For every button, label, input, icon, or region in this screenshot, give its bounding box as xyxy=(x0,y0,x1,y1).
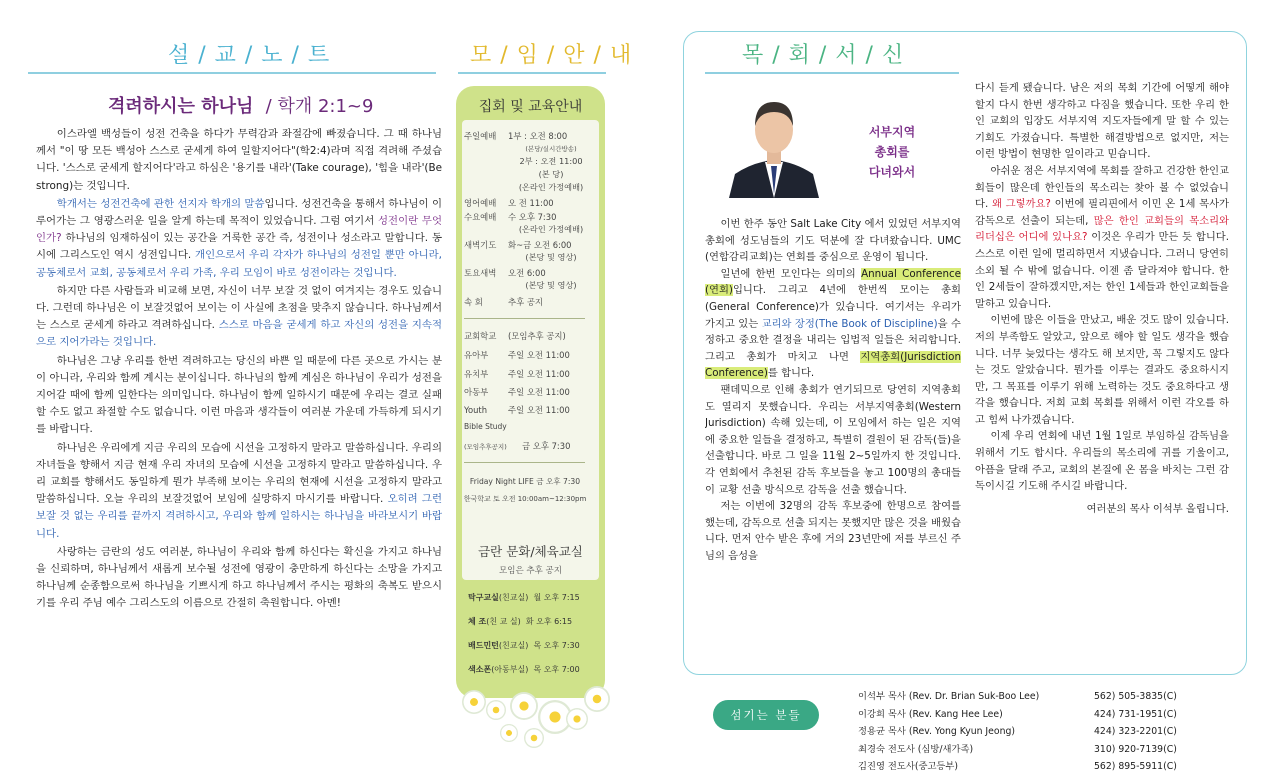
service-name: 속 회 xyxy=(464,297,483,307)
service-row xyxy=(464,197,594,209)
sermon-scripture-reference: / 학개 2:1~9 xyxy=(265,96,374,117)
sermon-text: 하나님의 임재하심이 있는 공간을 거룩한 공간 즉, 성전이나 성소라고 말합니다. 동시에 그리스도인 역시 성전입니다. xyxy=(36,232,442,262)
staff-row xyxy=(858,758,1238,776)
letter-question: 많은 한인 교회들의 목소리와 리더십은 어디에 있나요? xyxy=(975,214,1229,244)
education-row xyxy=(464,330,594,342)
sermon-text: 하지만 다른 사람들과 비교해 보면, 자신이 너무 보잘 것 없이 여겨지는 경우도 있습니다. 그런데 하나님은 이 보잘것없어 보이는 이 사실에 초점을 맞추지 않습니다. 하나님께서는 스스로 굳세게 하라고 격려하십니다. xyxy=(36,284,442,332)
caption-line: 총회를 xyxy=(874,145,910,159)
letter-signature: 여러분의 목사 이석부 올립니다. xyxy=(1086,502,1229,515)
letter-column-left xyxy=(705,216,961,671)
service-time: 오전 6:00 xyxy=(508,268,546,278)
education-name: 아동부 xyxy=(464,387,489,397)
staff-phone: 310) 920-7139(C) xyxy=(1094,743,1177,755)
flower-icon xyxy=(462,690,486,714)
service-time: 2부 : 오전 11:00 xyxy=(519,156,583,166)
staff-phone: 562) 895-5911(C) xyxy=(1094,761,1177,773)
staff-name: 정용균 목사 (Rev. Yong Kyun Jeong) xyxy=(858,726,1016,738)
service-time: 1부 : 오전 8:00 xyxy=(508,131,568,141)
education-time: 금 오후 7:30 xyxy=(522,441,571,451)
flower-icon xyxy=(524,728,544,748)
sermon-body xyxy=(36,126,442,726)
sermon-paragraph xyxy=(36,196,442,282)
sermon-text: 입니다. 성전건축을 통해서 하나님이 이루어가는 그 영광스러운 일을 알게 하는데 목적이 있었습니다. 그럼 여기서 xyxy=(36,197,442,228)
culture-class-row xyxy=(468,592,598,603)
letter-emphasis: 교리와 장정(The Book of Discipline) xyxy=(761,317,938,330)
staff-phone: 424) 323-2201(C) xyxy=(1094,726,1177,738)
staff-row xyxy=(858,688,1238,706)
caption-line: 서부지역 xyxy=(868,125,916,139)
service-row xyxy=(464,211,594,223)
culture-class-row xyxy=(468,616,598,627)
letter-paragraph: 팬데믹으로 인해 총회가 연기되므로 당연히 지역총회도 열리지 못했습니다. 우리는 서부지역총회(Western Jurisdiction) 속해 있는데, 이 모임에서 하는 일은 지역에 중요한 일들을 결정하고, 특별히 결원이 된 감독(들)을 선출합니다. 바로 그 일을 11월 2~5일까지 한 것입니다. 각 연회에서 추천된 감독 후보들을 놓고 100명의 총대들이 교황 선출 방식으로 감독을 선출 했습니다. xyxy=(705,383,961,496)
service-time: 화~금 오전 6:00 xyxy=(508,240,572,250)
class-place: (친교실) xyxy=(498,641,529,650)
education-name: (모임추후공지) xyxy=(464,443,507,451)
service-note: (본당 및 영상) xyxy=(525,280,577,290)
class-name: 탁구교실 xyxy=(468,593,499,602)
letter-text: 를 합니다. xyxy=(767,367,815,380)
pastor-photo xyxy=(705,90,843,198)
staff-phone: 562) 505-3835(C) xyxy=(1094,691,1177,702)
culture-class-row xyxy=(468,640,598,651)
guide-panel-heading: 집회 및 교육안내 xyxy=(478,99,583,115)
service-note: (온라인 가정예배) xyxy=(518,182,584,192)
pastor-portrait-icon xyxy=(705,90,843,198)
letter-text: 이번에 필리핀에서 이민 온 1세 목사가 감독으로 선출이 되는데, xyxy=(975,198,1229,227)
service-note: (온라인 가정예배) xyxy=(518,224,584,234)
service-row xyxy=(464,267,594,279)
staff-list xyxy=(858,688,1238,776)
flower-icon xyxy=(486,700,506,720)
service-row xyxy=(464,239,594,251)
service-time: 수 오후 7:30 xyxy=(508,212,557,222)
guide-heading-rule xyxy=(458,72,606,74)
letter-heading-rule xyxy=(705,72,959,74)
culture-class-row xyxy=(468,664,598,675)
letter-text: 이것은 우리가 만든 듯 합니다. 스스로 이런 일에 멀리하면서 지냈습니다. 그러니 당연히 소외 될 수 밖에 없습니다. 이젠 좀 달라져야 합니다. 한인 2세들이 잘하겠지만,저는 한인 1세들과 한인교회들을 말하고 있습니다. xyxy=(975,231,1229,310)
staff-name: 이석부 목사 (Rev. Dr. Brian Suk-Boo Lee) xyxy=(858,691,1040,702)
letter-question: 왜 그렇까요? xyxy=(991,198,1051,211)
sermon-paragraph xyxy=(36,283,442,352)
pastor-letter-heading: 목 / 회 / 서 / 신 xyxy=(742,43,905,68)
sermon-title-block xyxy=(108,92,408,118)
education-name: Bible Study xyxy=(464,422,507,431)
letter-text: 일년에 한번 모인다는 의미의 xyxy=(720,267,862,280)
sermon-paragraph: 하나님은 그냥 우리를 한번 격려하고는 당신의 바쁜 일 때문에 다른 곳으로 가시는 분이 아니라, 우리와 함께 계시는 분이십니다. 하나님의 함께 계심은 하나님이 우리가 성전을 지어갈 때에 함께 일한다는 의미입니다. 하나님이 함께 일하시기 때문에 우리는 결코 실패할 수도 없고 좌절할 수도 없습니다. 이런 마음과 생각들이 여러분 가운데 가득하게 되시기를 바랍니다. xyxy=(36,354,442,436)
sermon-heading-rule xyxy=(28,72,436,74)
sermon-paragraph xyxy=(36,440,442,543)
letter-paragraph: 이제 우리 연회에 내년 1월 1일로 부임하실 감독님을 위해서 기도 합시다. 우리들의 목소리에 귀를 기울이고, 아픔을 달래 주고, 교회의 본질에 온 몸을 바치는 그런 감독이시길 기도해 주시길 바랍니다. xyxy=(975,430,1229,493)
staff-name: 이강희 목사 (Rev. Kang Hee Lee) xyxy=(858,708,1003,720)
class-time: 월 오후 7:15 xyxy=(533,593,580,602)
service-name: 토요새벽 xyxy=(464,268,497,278)
education-time: 주일 오전 11:00 xyxy=(508,387,570,397)
sermon-question: 성전이란 무엇인가? xyxy=(36,215,442,245)
flower-icon xyxy=(510,692,538,720)
letter-text: 입니다. 그리고 4년에 한번씩 모이는 총회 (General Conference)가 있습니다. 여기서는 우리가 가지고 있는 xyxy=(705,284,961,330)
education-row xyxy=(464,404,594,416)
class-place: (친교실) xyxy=(498,593,529,602)
letter-paragraph: 이번 한주 동안 Salt Lake City 에서 있었던 서부지역총회에 성도님들의 기도 덕분에 잘 다녀왔습니다. UMC (연합감리교회)는 연회를 중심으로 운영이 됩니다. xyxy=(705,218,961,264)
staff-row xyxy=(858,741,1238,759)
staff-phone: 424) 731-1951(C) xyxy=(1094,708,1177,720)
letter-highlight: 지역총회(Jurisdiction Conference) xyxy=(705,350,961,380)
letter-paragraph xyxy=(975,163,1229,312)
friday-night-life: Friday Night LIFE 금 오후 7:30 xyxy=(469,477,581,486)
service-note: (본당 및 영상) xyxy=(525,252,577,262)
sermon-paragraph: 이스라엘 백성들이 성전 건축을 하다가 무력감과 좌절감에 빠졌습니다. 그 때 하나님께서 "이 땅 모든 백성아 스스로 굳세게 하여 일할지어다"(학2:4)라며 직접 격려해 주셨습니다. '스스로 굳세게 할지어다'라고 하심은 '용기를 내라'(Take courage), '힘을 내라'(Be strong)는 것입니다. xyxy=(36,128,442,192)
sermon-note-heading: 설 / 교 / 노 / 트 xyxy=(168,43,331,68)
letter-paragraph: 이번에 많은 이들을 만났고, 배운 것도 많이 있습니다. 저의 부족함도 알았고, 앞으로 해야 할 일도 생각을 했습니다. 너무 늦었다는 생각도 해 보지만, 꼭 그렇지도 않다는 것도 알았습니다. 뭔가를 이루는 결과도 중요하시지만, 그 목표를 이루기 위해 노력하는 것도 중요하다고 생각을 했습니다. 저희 교회 목회를 위해서 이런 각오를 하고 힘써 나가겠습니다. xyxy=(975,314,1229,426)
flower-icon xyxy=(500,724,518,742)
education-row xyxy=(464,386,594,398)
class-name: 배드민턴 xyxy=(468,641,499,650)
letter-paragraph: 다시 듣게 됐습니다. 남은 저의 목회 기간에 어떻게 해야 할지 다시 한번 생각하고 다짐을 했습니다. 또한 우리 한인 교회의 입장도 서부지역 지도자들에게 말 할 수 있는 기회도 가졌습니다. 특별한 해결방법으로 없지만, 저는 이런 방법이 현명한 일이라고 믿습니다. xyxy=(975,82,1229,161)
class-time: 목 오후 7:30 xyxy=(533,641,580,650)
staff-name: 최경숙 전도사 (심방/새가족) xyxy=(858,743,974,755)
service-time: 오 전 11:00 xyxy=(508,198,554,208)
service-row xyxy=(464,296,594,308)
service-time: 추후 공지 xyxy=(508,297,544,307)
education-name: Youth xyxy=(464,405,488,415)
education-time: 주일 오전 11:00 xyxy=(508,350,570,360)
culture-class-heading: 금란 문화/체육교실 xyxy=(478,544,583,559)
letter-paragraph: 저는 이번에 32명의 감독 후보중에 한명으로 참여를 했는데, 감독으로 선출 되지는 못했지만 많은 것을 배웠습니다. 먼저 안수 받은 후에 거의 23년만에 저를 부르신 주님의 음성을 xyxy=(705,500,961,562)
service-row xyxy=(464,130,594,142)
letter-paragraph xyxy=(705,266,961,382)
education-time: (모임추후 공지) xyxy=(508,331,566,341)
service-name: 수요예배 xyxy=(464,212,497,222)
sermon-paragraph: 사랑하는 금란의 성도 여러분, 하나님이 우리와 함께 하신다는 확신을 가지고 하나님을 신뢰하며, 하나님께서 새롭게 보수될 성전에 영광이 충만하게 하신다는 소망을 가지고 하나님께 순종함으로써 하나님을 기쁘시게 하고 하나님께서 주시는 평화의 축복도 받으시기를 우리 주님 예수 그리스도의 이름으로 간절히 축원합니다. 아멘! xyxy=(36,545,442,610)
education-time: 주일 오전 11:00 xyxy=(508,369,570,379)
class-place: (아동부실) xyxy=(491,665,529,674)
class-name: 색소폰 xyxy=(468,665,492,674)
korean-school: 한국학교 토 오전 10:00am~12:30pm xyxy=(463,495,587,503)
meeting-guide-panel xyxy=(456,86,605,698)
staff-name: 김진영 전도사(중고등부) xyxy=(858,761,959,773)
sermon-emphasis: 오히려 그런 보잘 것 없는 우리를 끝까지 격려하시고, 우리와 함께 일하시는 하나님을 바라보시기 바랍니다. xyxy=(36,493,442,540)
sermon-emphasis: 스스로 마음을 굳세게 하고 자신의 성전을 지속적으로 지어가라는 것입니다. xyxy=(36,319,442,349)
education-name: 유아부 xyxy=(464,350,489,360)
education-row xyxy=(464,368,594,380)
flower-icon xyxy=(566,708,588,730)
guide-divider xyxy=(464,318,585,319)
education-time: 주일 오전 11:00 xyxy=(508,405,570,415)
letter-text: 아쉬운 점은 서부지역에 목회를 잘하고 건강한 한인교회들이 많은데 한인들의 목소리는 찾아 볼 수 없었습니다. xyxy=(975,164,1229,211)
class-time: 목 오후 7:00 xyxy=(533,665,580,674)
sermon-text: 하나님은 우리에게 지금 우리의 모습에 시선을 고정하지 말라고 말씀하십니다. 우리의 자녀들을 향해서 지금 현재 우리 자녀의 모습에 시선을 고정하지 말라고 말씀하십니다. 우리 교회를 향해서도 동일하게 뭔가 부족해 보이는 우리의 현재에 시선을 고정하지 말라고 말씀하십니다. 오늘 우리의 보잘것없어 보임에 실망하지 마시기를 바랍니다. xyxy=(36,441,442,506)
class-time: 화 오후 6:15 xyxy=(525,617,573,626)
staff-row xyxy=(858,706,1238,724)
education-name: 교회학교 xyxy=(464,331,497,341)
education-name: 유치부 xyxy=(464,369,489,379)
service-name: 주일예배 xyxy=(464,131,497,141)
service-name: 새벽기도 xyxy=(464,240,497,250)
flower-icon xyxy=(584,686,610,712)
serving-staff-button[interactable]: 섬기는 분들 xyxy=(713,700,819,730)
education-row xyxy=(464,440,594,452)
guide-divider xyxy=(464,462,585,463)
education-row xyxy=(464,422,594,431)
photo-caption xyxy=(847,122,937,182)
staff-row xyxy=(858,723,1238,741)
sermon-title: 격려하시는 하나님 xyxy=(108,96,254,117)
caption-line: 다녀와서 xyxy=(868,165,916,179)
sermon-emphasis: 개인으로서 우리 각자가 하나님의 성전일 뿐만 아니라, 공동체로서 교회, 공동체로서 우리 가족, 우리 모임이 바로 성전이라는 것입니다. xyxy=(36,249,442,279)
class-place: (친 교 실) xyxy=(486,617,521,626)
service-name: 영어예배 xyxy=(464,198,497,208)
culture-class-note: 모임은 추후 공지 xyxy=(499,566,562,576)
service-note: (본 당) xyxy=(538,169,564,179)
meeting-guide-heading: 모 / 임 / 안 / 내 xyxy=(470,43,633,68)
education-row xyxy=(464,349,594,361)
letter-column-right xyxy=(975,80,1229,625)
letter-highlight: Annual Conference (연회) xyxy=(705,267,961,297)
class-name: 체 조 xyxy=(468,617,487,626)
service-note: (본당/실시간방송) xyxy=(525,145,577,153)
sermon-emphasis: 학개서는 성전건축에 관한 선지자 학개의 말씀 xyxy=(56,197,265,210)
letter-text: 을 수정하고 중요한 결정을 내리는 입법적 일들은 처리합니다. 그리고 총회가 마치고 나면 xyxy=(705,317,961,363)
